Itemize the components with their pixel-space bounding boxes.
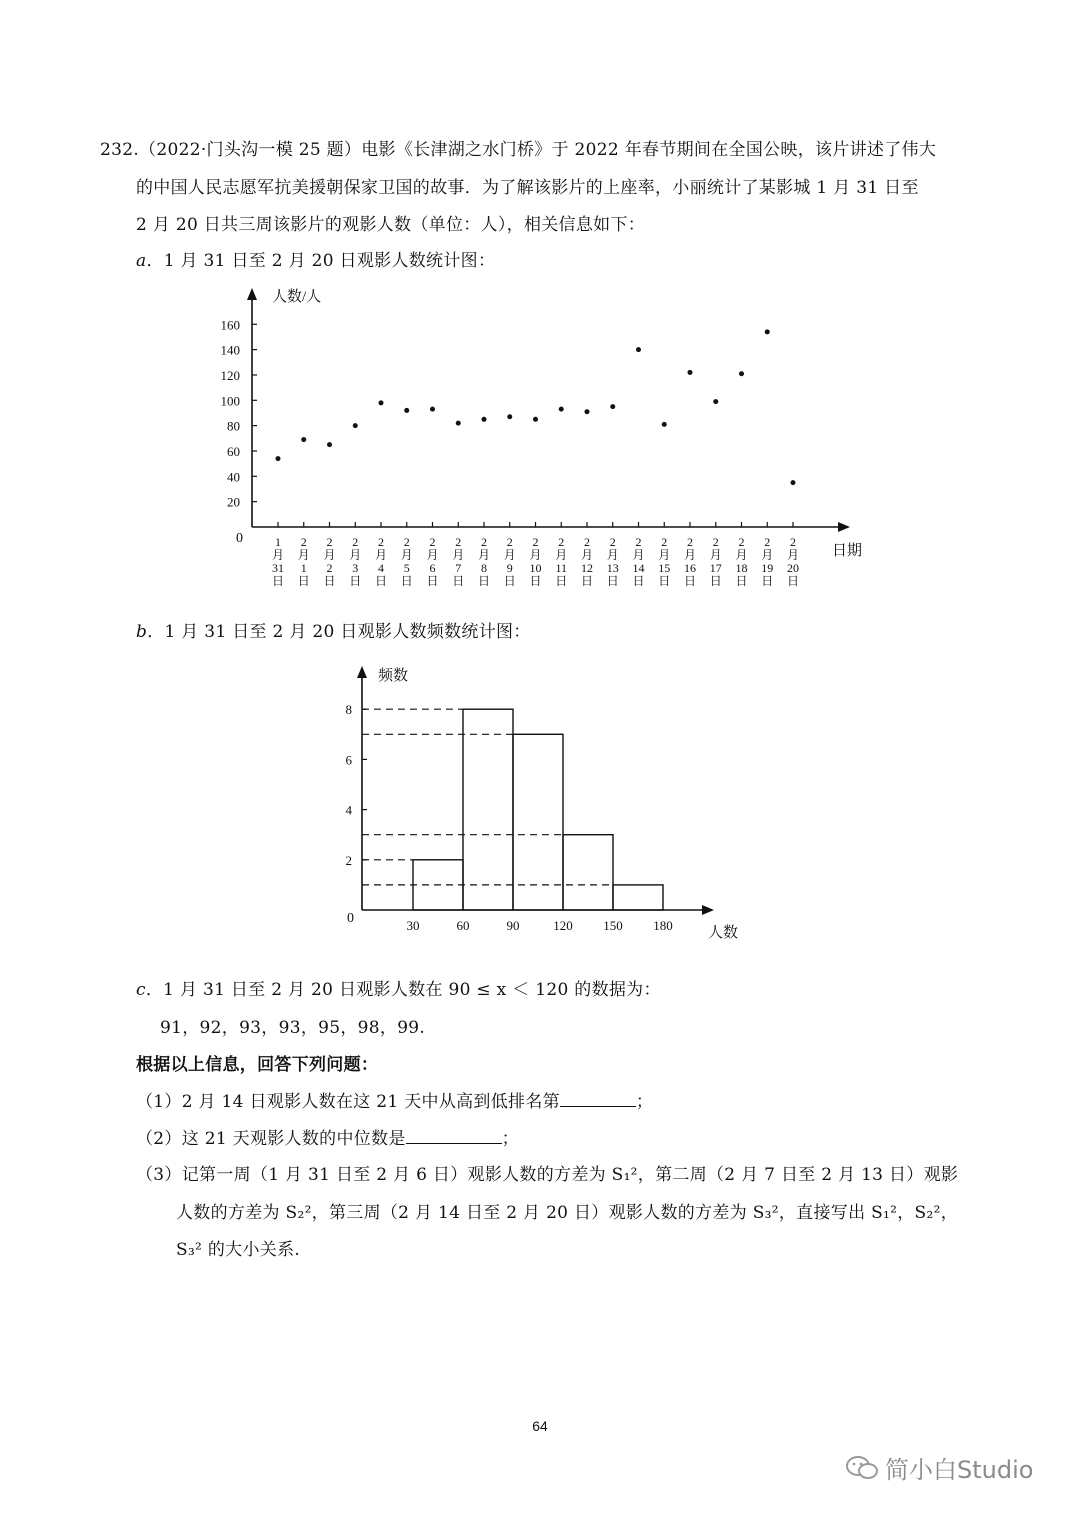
histogram-origin-label: 0: [347, 911, 354, 926]
scatter-x-tick-label: 13: [606, 561, 619, 575]
scatter-point: [456, 421, 461, 426]
histogram-x-tick-label: 90: [506, 918, 520, 933]
scatter-origin-label: 0: [236, 531, 243, 546]
scatter-x-tick-label: 2: [712, 535, 719, 549]
scatter-x-tick-label: 9: [506, 561, 513, 575]
watermark: [845, 1450, 1033, 1485]
scatter-x-tick-label: 1: [275, 535, 281, 549]
question-1-answer-blank[interactable]: [560, 1092, 636, 1107]
scatter-x-tick-label: 日: [580, 574, 594, 588]
scatter-x-tick-label: 月: [580, 548, 594, 562]
histogram-x-tick-label: 60: [456, 918, 470, 933]
scatter-x-tick-label: 6: [429, 561, 436, 575]
part-b-label: b: [136, 622, 148, 642]
scatter-x-tick-label: 月: [349, 548, 362, 562]
scatter-x-tick-label: 月: [271, 548, 285, 562]
scatter-point: [739, 371, 744, 376]
histogram-bar: [513, 734, 563, 910]
scatter-point: [507, 414, 512, 419]
question-1: [136, 1087, 653, 1112]
question-2-text: （2）这 21 天观影人数的中位数是: [136, 1129, 406, 1149]
scatter-x-tick-label: 2: [378, 535, 384, 549]
scatter-x-tick-label: 日: [761, 574, 774, 588]
scatter-x-tick-label: 2: [300, 535, 307, 549]
scatter-x-tick-label: 日: [297, 574, 310, 588]
problem-line-1: 232.（2022·门头沟一模 25 题）电影《长津湖之水门桥》于 2022 年春节期间在全国公映，该片讲述了伟大: [100, 140, 937, 160]
scatter-point: [276, 456, 281, 461]
scatter-x-tick-label: 2: [506, 535, 513, 549]
scatter-x-tick-label: 2: [687, 535, 693, 549]
histogram-y-label: 频数: [378, 668, 409, 684]
scatter-x-tick-label: 日: [349, 574, 362, 588]
scatter-x-tick-label: 2: [558, 535, 565, 549]
question-3-line-1: （3）记第一周（1 月 31 日至 2 月 6 日）观影人数的方差为 S₁²，第二周（2 月 7 日至 2 月 13 日）观影: [136, 1165, 959, 1185]
histogram-x-tick-label: 120: [553, 918, 573, 933]
question-2: [136, 1124, 519, 1149]
scatter-point: [662, 422, 667, 427]
scatter-point: [765, 329, 770, 334]
histogram-y-tick-label: 4: [345, 802, 352, 818]
scatter-x-label: 日期: [832, 543, 863, 559]
scatter-x-tick-label: 月: [529, 548, 542, 562]
scatter-y-tick-label: 20: [227, 494, 240, 510]
scatter-x-tick-label: 日: [606, 574, 619, 588]
scatter-x-tick-label: 月: [426, 548, 439, 562]
part-c-values: 91，92，93，93，95，98，99.: [160, 1018, 426, 1038]
scatter-point: [791, 480, 796, 485]
histogram-y-tick-label: 6: [345, 752, 352, 768]
scatter-x-tick-label: 4: [378, 561, 384, 575]
scatter-x-tick-label: 日: [477, 574, 491, 588]
part-b-text: ．1 月 31 日至 2 月 20 日观影人数频数统计图：: [147, 622, 531, 642]
part-c-text: ．1 月 31 日至 2 月 20 日观影人数在 90 ≤ x ＜ 120 的数据为：: [145, 980, 661, 1000]
part-b-caption: [136, 617, 531, 642]
scatter-x-tick-label: 月: [503, 548, 516, 562]
scatter-point: [636, 347, 641, 352]
part-c-caption: [136, 975, 661, 1000]
scatter-point: [353, 423, 358, 428]
scatter-x-tick-label: 月: [683, 548, 697, 562]
scatter-y-label: 人数/人: [272, 289, 322, 305]
questions-header: 根据以上信息，回答下列问题：: [136, 1055, 379, 1075]
histogram-y-tick-label: 8: [345, 702, 352, 718]
scatter-point: [688, 370, 693, 375]
scatter-x-tick-label: 日: [452, 574, 465, 588]
scatter-x-tick-label: 月: [735, 548, 748, 562]
question-1-text: （1）2 月 14 日观影人数在这 21 天中从高到低排名第: [136, 1092, 560, 1112]
histogram-bar: [613, 885, 663, 910]
scatter-x-tick-label: 日: [735, 574, 748, 588]
scatter-x-tick-label: 31: [272, 561, 284, 575]
page-number: 64: [532, 1418, 548, 1434]
scatter-x-tick-label: 2: [609, 535, 616, 549]
scatter-point: [327, 442, 332, 447]
scatter-x-tick-label: 10: [529, 561, 542, 575]
scatter-x-tick-label: 月: [452, 548, 465, 562]
scatter-x-tick-label: 14: [632, 561, 645, 575]
scatter-x-tick-label: 月: [658, 548, 671, 562]
scatter-x-tick-label: 2: [429, 535, 436, 549]
scatter-y-tick-label: 140: [220, 342, 240, 358]
scatter-x-tick-label: 日: [658, 574, 671, 588]
scatter-x-tick-label: 月: [709, 548, 722, 562]
scatter-x-tick-label: 5: [403, 561, 410, 575]
scatter-point: [610, 404, 615, 409]
scatter-x-tick-label: 2: [584, 535, 590, 549]
scatter-x-tick-label: 2: [532, 535, 539, 549]
histogram-x-tick-label: 150: [603, 918, 623, 933]
scatter-x-tick-label: 月: [606, 548, 619, 562]
scatter-x-tick-label: 日: [709, 574, 722, 588]
scatter-x-tick-label: 日: [632, 574, 645, 588]
scatter-chart: [0, 0, 1080, 620]
histogram-bar: [463, 709, 513, 910]
scatter-x-tick-label: 3: [352, 561, 359, 575]
scatter-x-tick-label: 日: [683, 574, 697, 588]
scatter-x-tick-label: 1: [300, 561, 307, 575]
scatter-x-tick-label: 7: [455, 561, 462, 575]
scatter-x-tick-label: 日: [400, 574, 413, 588]
scatter-x-tick-label: 日: [426, 574, 439, 588]
scatter-y-tick-label: 60: [227, 443, 240, 459]
scatter-x-tick-label: 20: [787, 561, 799, 575]
scatter-point: [301, 437, 306, 442]
scatter-x-tick-label: 日: [529, 574, 542, 588]
question-3-line-3: S₃² 的大小关系.: [176, 1240, 301, 1260]
scatter-x-tick-label: 12: [581, 561, 593, 575]
histogram-chart: [0, 640, 1080, 960]
scatter-x-tick-label: 日: [271, 574, 285, 588]
scatter-point: [559, 407, 564, 412]
scatter-x-tick-label: 日: [374, 574, 388, 588]
scatter-x-tick-label: 2: [455, 535, 462, 549]
part-a-text: ．1 月 31 日至 2 月 20 日观影人数统计图：: [146, 251, 496, 271]
scatter-x-tick-label: 月: [400, 548, 413, 562]
scatter-y-tick-label: 120: [220, 367, 240, 383]
scatter-x-tick-label: 15: [658, 561, 671, 575]
scatter-x-tick-label: 月: [374, 548, 388, 562]
problem-line-3: 2 月 20 日共三周该影片的观影人数（单位：人），相关信息如下：: [136, 215, 646, 235]
part-a-label: a: [136, 251, 147, 271]
problem-line-2: 的中国人民志愿军抗美援朝保家卫国的故事．为了解该影片的上座率，小丽统计了某影城 1 月 31 日至: [136, 178, 919, 198]
histogram-y-tick-label: 2: [345, 852, 352, 868]
scatter-x-tick-label: 2: [352, 535, 359, 549]
scatter-y-tick-label: 160: [220, 317, 240, 333]
part-c-label: c: [136, 980, 146, 1000]
question-2-end: ；: [501, 1129, 519, 1149]
scatter-point: [379, 400, 384, 405]
scatter-x-tick-label: 日: [323, 574, 336, 588]
scatter-x-tick-label: 月: [477, 548, 491, 562]
question-3-line-2: 人数的方差为 S₂²，第三周（2 月 14 日至 2 月 20 日）观影人数的方差为 S₃²，直接写出 S₁²，S₂²，: [176, 1203, 959, 1223]
scatter-x-tick-label: 日: [503, 574, 516, 588]
scatter-point: [482, 417, 487, 422]
wechat-icon: [845, 1455, 879, 1481]
scatter-x-tick-label: 18: [735, 561, 748, 575]
scatter-x-tick-label: 2: [326, 535, 333, 549]
scatter-x-tick-label: 16: [684, 561, 696, 575]
scatter-y-tick-label: 40: [227, 469, 240, 485]
scatter-x-tick-label: 月: [632, 548, 645, 562]
scatter-x-tick-label: 2: [326, 561, 333, 575]
scatter-x-tick-label: 日: [555, 574, 568, 588]
scatter-x-tick-label: 2: [764, 535, 771, 549]
scatter-x-tick-label: 日: [786, 574, 800, 588]
scatter-x-tick-label: 月: [323, 548, 336, 562]
scatter-point: [404, 408, 409, 413]
histogram-x-tick-label: 30: [406, 918, 420, 933]
scatter-x-tick-label: 2: [635, 535, 642, 549]
question-1-end: ；: [635, 1092, 654, 1112]
scatter-y-tick-label: 80: [227, 418, 240, 434]
scatter-x-tick-label: 17: [709, 561, 722, 575]
scatter-x-tick-label: 2: [790, 535, 796, 549]
question-2-answer-blank[interactable]: [406, 1129, 502, 1144]
scatter-y-tick-label: 100: [220, 393, 240, 409]
scatter-x-tick-label: 月: [297, 548, 310, 562]
scatter-x-tick-label: 月: [786, 548, 800, 562]
scatter-point: [533, 417, 538, 422]
histogram-bar: [563, 835, 613, 910]
scatter-x-tick-label: 11: [555, 561, 568, 575]
scatter-x-tick-label: 月: [555, 548, 568, 562]
scatter-x-tick-label: 2: [481, 535, 487, 549]
scatter-x-tick-label: 2: [403, 535, 410, 549]
histogram-x-label: 人数: [708, 925, 739, 941]
histogram-x-tick-label: 180: [653, 918, 673, 933]
scatter-point: [585, 409, 590, 414]
scatter-point: [430, 407, 435, 412]
scatter-x-tick-label: 8: [481, 561, 487, 575]
watermark-text: 简小白Studio: [885, 1456, 1034, 1484]
scatter-x-tick-label: 月: [761, 548, 774, 562]
scatter-x-tick-label: 2: [738, 535, 745, 549]
scatter-x-tick-label: 19: [761, 561, 774, 575]
scatter-point: [713, 399, 718, 404]
scatter-x-tick-label: 2: [661, 535, 668, 549]
